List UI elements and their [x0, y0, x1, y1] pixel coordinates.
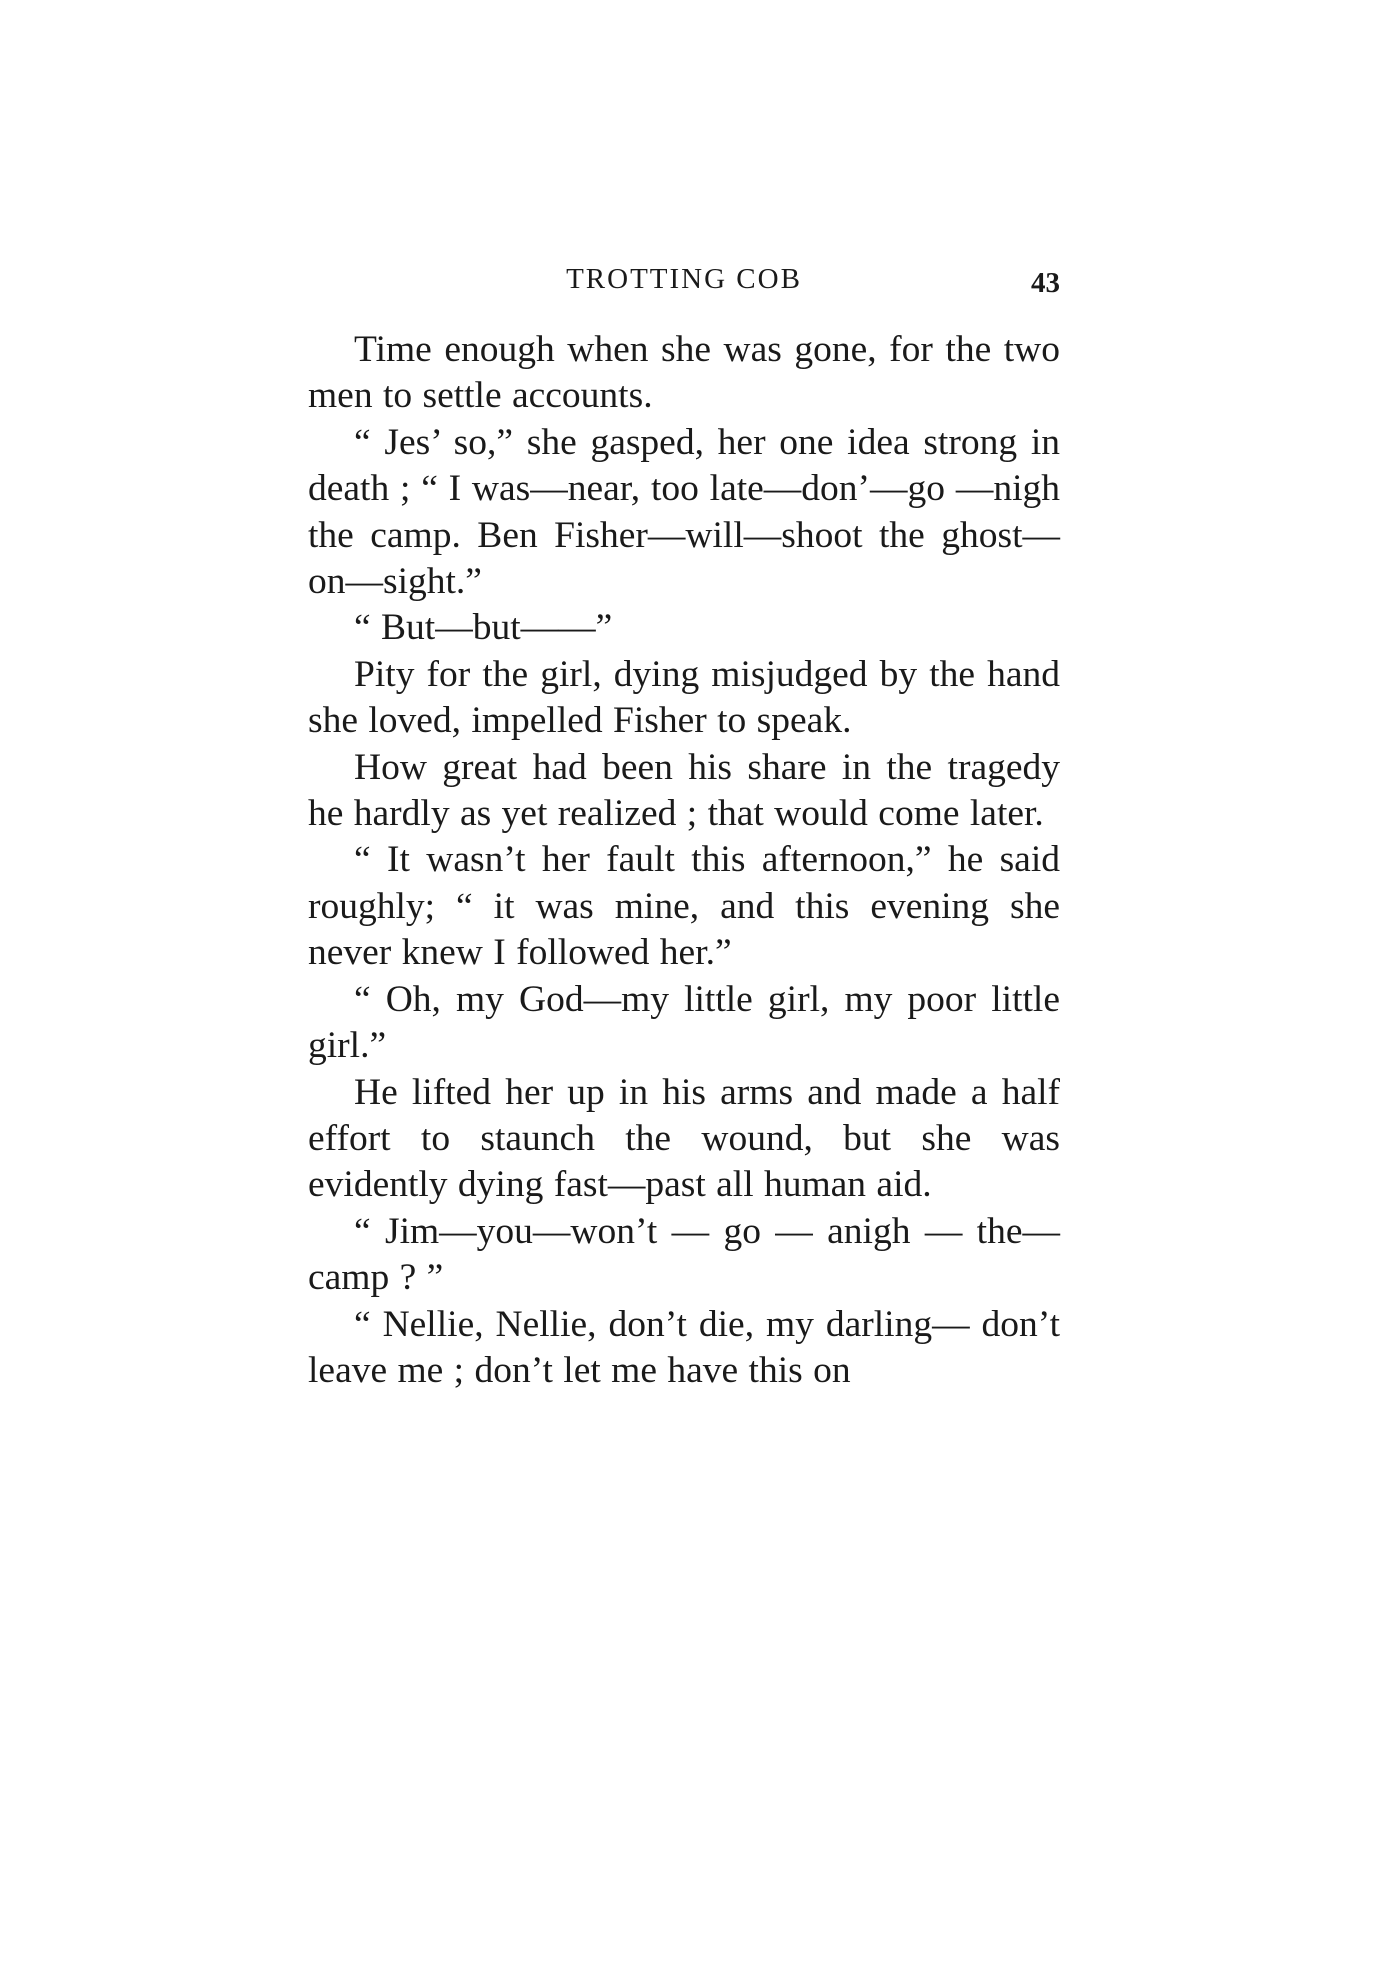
- page-number: 43: [1031, 267, 1060, 299]
- paragraph: “ Jes’ so,” she gasped, her one idea strong in death ; “ I was—near, too late—don’—go —nigh the camp. Ben Fisher—will—shoot the ghost—on—sight.”: [308, 421, 1060, 603]
- paragraph: “ Nellie, Nellie, don’t die, my darling— don’t leave me ; don’t let me have this on: [308, 1303, 1060, 1391]
- paragraph: Time enough when she was gone, for the two men to settle accounts.: [308, 329, 1060, 417]
- paragraph: “ It wasn’t her fault this afternoon,” he said roughly; “ it was mine, and this evening she never knew I followed her.”: [308, 839, 1060, 974]
- paragraph: “ But—but——”: [354, 607, 613, 649]
- running-head: [308, 255, 1060, 305]
- body-text: [308, 327, 1060, 1394]
- paragraph: He lifted her up in his arms and made a half effort to staunch the wound, but she was evidently dying fast—past all human aid.: [308, 1071, 1060, 1206]
- book-page: [308, 255, 1060, 1394]
- paragraph: “ Oh, my God—my little girl, my poor little girl.”: [308, 978, 1060, 1067]
- paragraph: How great had been his share in the tragedy he hardly as yet realized ; that would come later.: [308, 746, 1060, 835]
- paragraph: Pity for the girl, dying misjudged by the hand she loved, impelled Fisher to speak.: [308, 653, 1060, 742]
- running-title: TROTTING COB: [566, 263, 802, 295]
- paragraph: “ Jim—you—won’t — go — anigh — the— camp ? ”: [308, 1210, 1060, 1299]
